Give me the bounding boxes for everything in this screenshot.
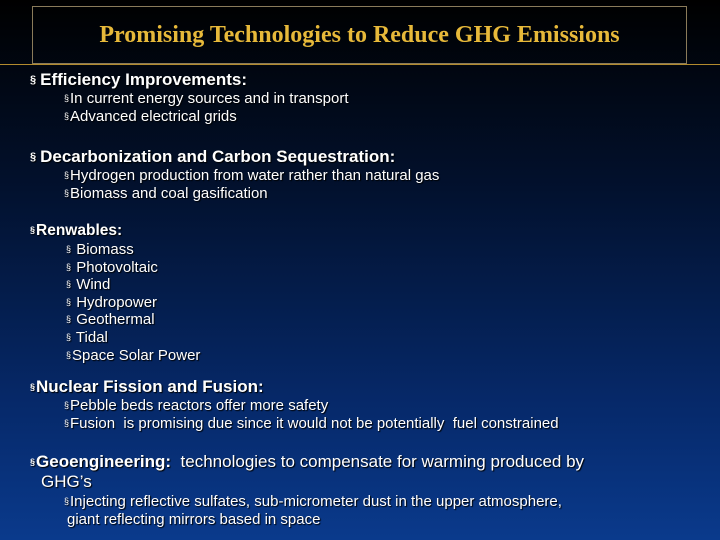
bullet-icon: § (64, 417, 70, 428)
bullet-icon: § (66, 296, 72, 307)
section-heading (30, 377, 710, 397)
bullet-icon: § (64, 187, 70, 198)
bullet-icon: § (30, 382, 36, 392)
section-efficiency (30, 70, 710, 125)
section-heading (30, 70, 710, 90)
bullet-icon: § (66, 261, 72, 272)
section-heading (30, 220, 710, 241)
heading-text: Renwables: (36, 222, 123, 239)
list-item: § Hydropower (66, 293, 158, 311)
bullet-icon: § (30, 151, 37, 163)
bullet-icon: § (30, 457, 36, 467)
bullet-icon: § (66, 314, 72, 325)
section-renewables (30, 220, 710, 364)
heading-text: Geoengineering: (36, 452, 172, 471)
section-geoengineering (30, 452, 710, 528)
bullet-icon: § (64, 110, 70, 121)
section-heading (30, 452, 710, 472)
list-item: § Tidal (66, 328, 108, 346)
list-item: § Wind (66, 276, 111, 294)
list-item: §Hydrogen production from water rather than natural gas (64, 167, 440, 184)
bullet-icon: § (66, 349, 72, 360)
bullet-icon: § (64, 496, 70, 506)
bullet-icon: § (66, 244, 72, 254)
list-item: §In current energy sources and in transport (64, 90, 349, 107)
bullet-icon: § (66, 331, 72, 342)
section-decarbonization (30, 147, 710, 202)
bullet-icon: § (64, 93, 70, 103)
title-rule (0, 64, 720, 65)
list-item-continuation: giant reflecting mirrors based in space (67, 510, 321, 528)
slide-title: Promising Technologies to Reduce GHG Emissions (99, 22, 620, 48)
heading-text: Efficiency Improvements: (40, 70, 248, 89)
heading-text: Nuclear Fission and Fusion: (36, 377, 264, 396)
list-item: § Biomass (66, 241, 134, 258)
bullet-icon: § (64, 170, 70, 180)
heading-continuation: GHG’s (41, 472, 92, 491)
section-nuclear (30, 377, 710, 432)
bullet-icon: § (66, 279, 72, 290)
bullet-icon: § (30, 225, 36, 235)
heading-text: Decarbonization and Carbon Sequestration: (40, 147, 396, 166)
list-item: § Geothermal (66, 311, 155, 329)
section-heading (30, 147, 710, 167)
list-item: §Injecting reflective sulfates, sub-micrometer dust in the upper atmosphere, (64, 493, 562, 510)
list-item: §Fusion is promising due since it would not be potentially fuel constrained (64, 414, 559, 432)
list-item: §Biomass and coal gasification (64, 184, 268, 202)
list-item: §Pebble beds reactors offer more safety (64, 397, 329, 414)
heading-rest: technologies to compensate for warming produced by (180, 452, 585, 471)
bullet-icon: § (64, 400, 70, 410)
bullet-icon: § (30, 74, 37, 86)
list-item: § Photovoltaic (66, 258, 158, 276)
list-item: §Space Solar Power (66, 346, 201, 364)
list-item: §Advanced electrical grids (64, 107, 237, 125)
